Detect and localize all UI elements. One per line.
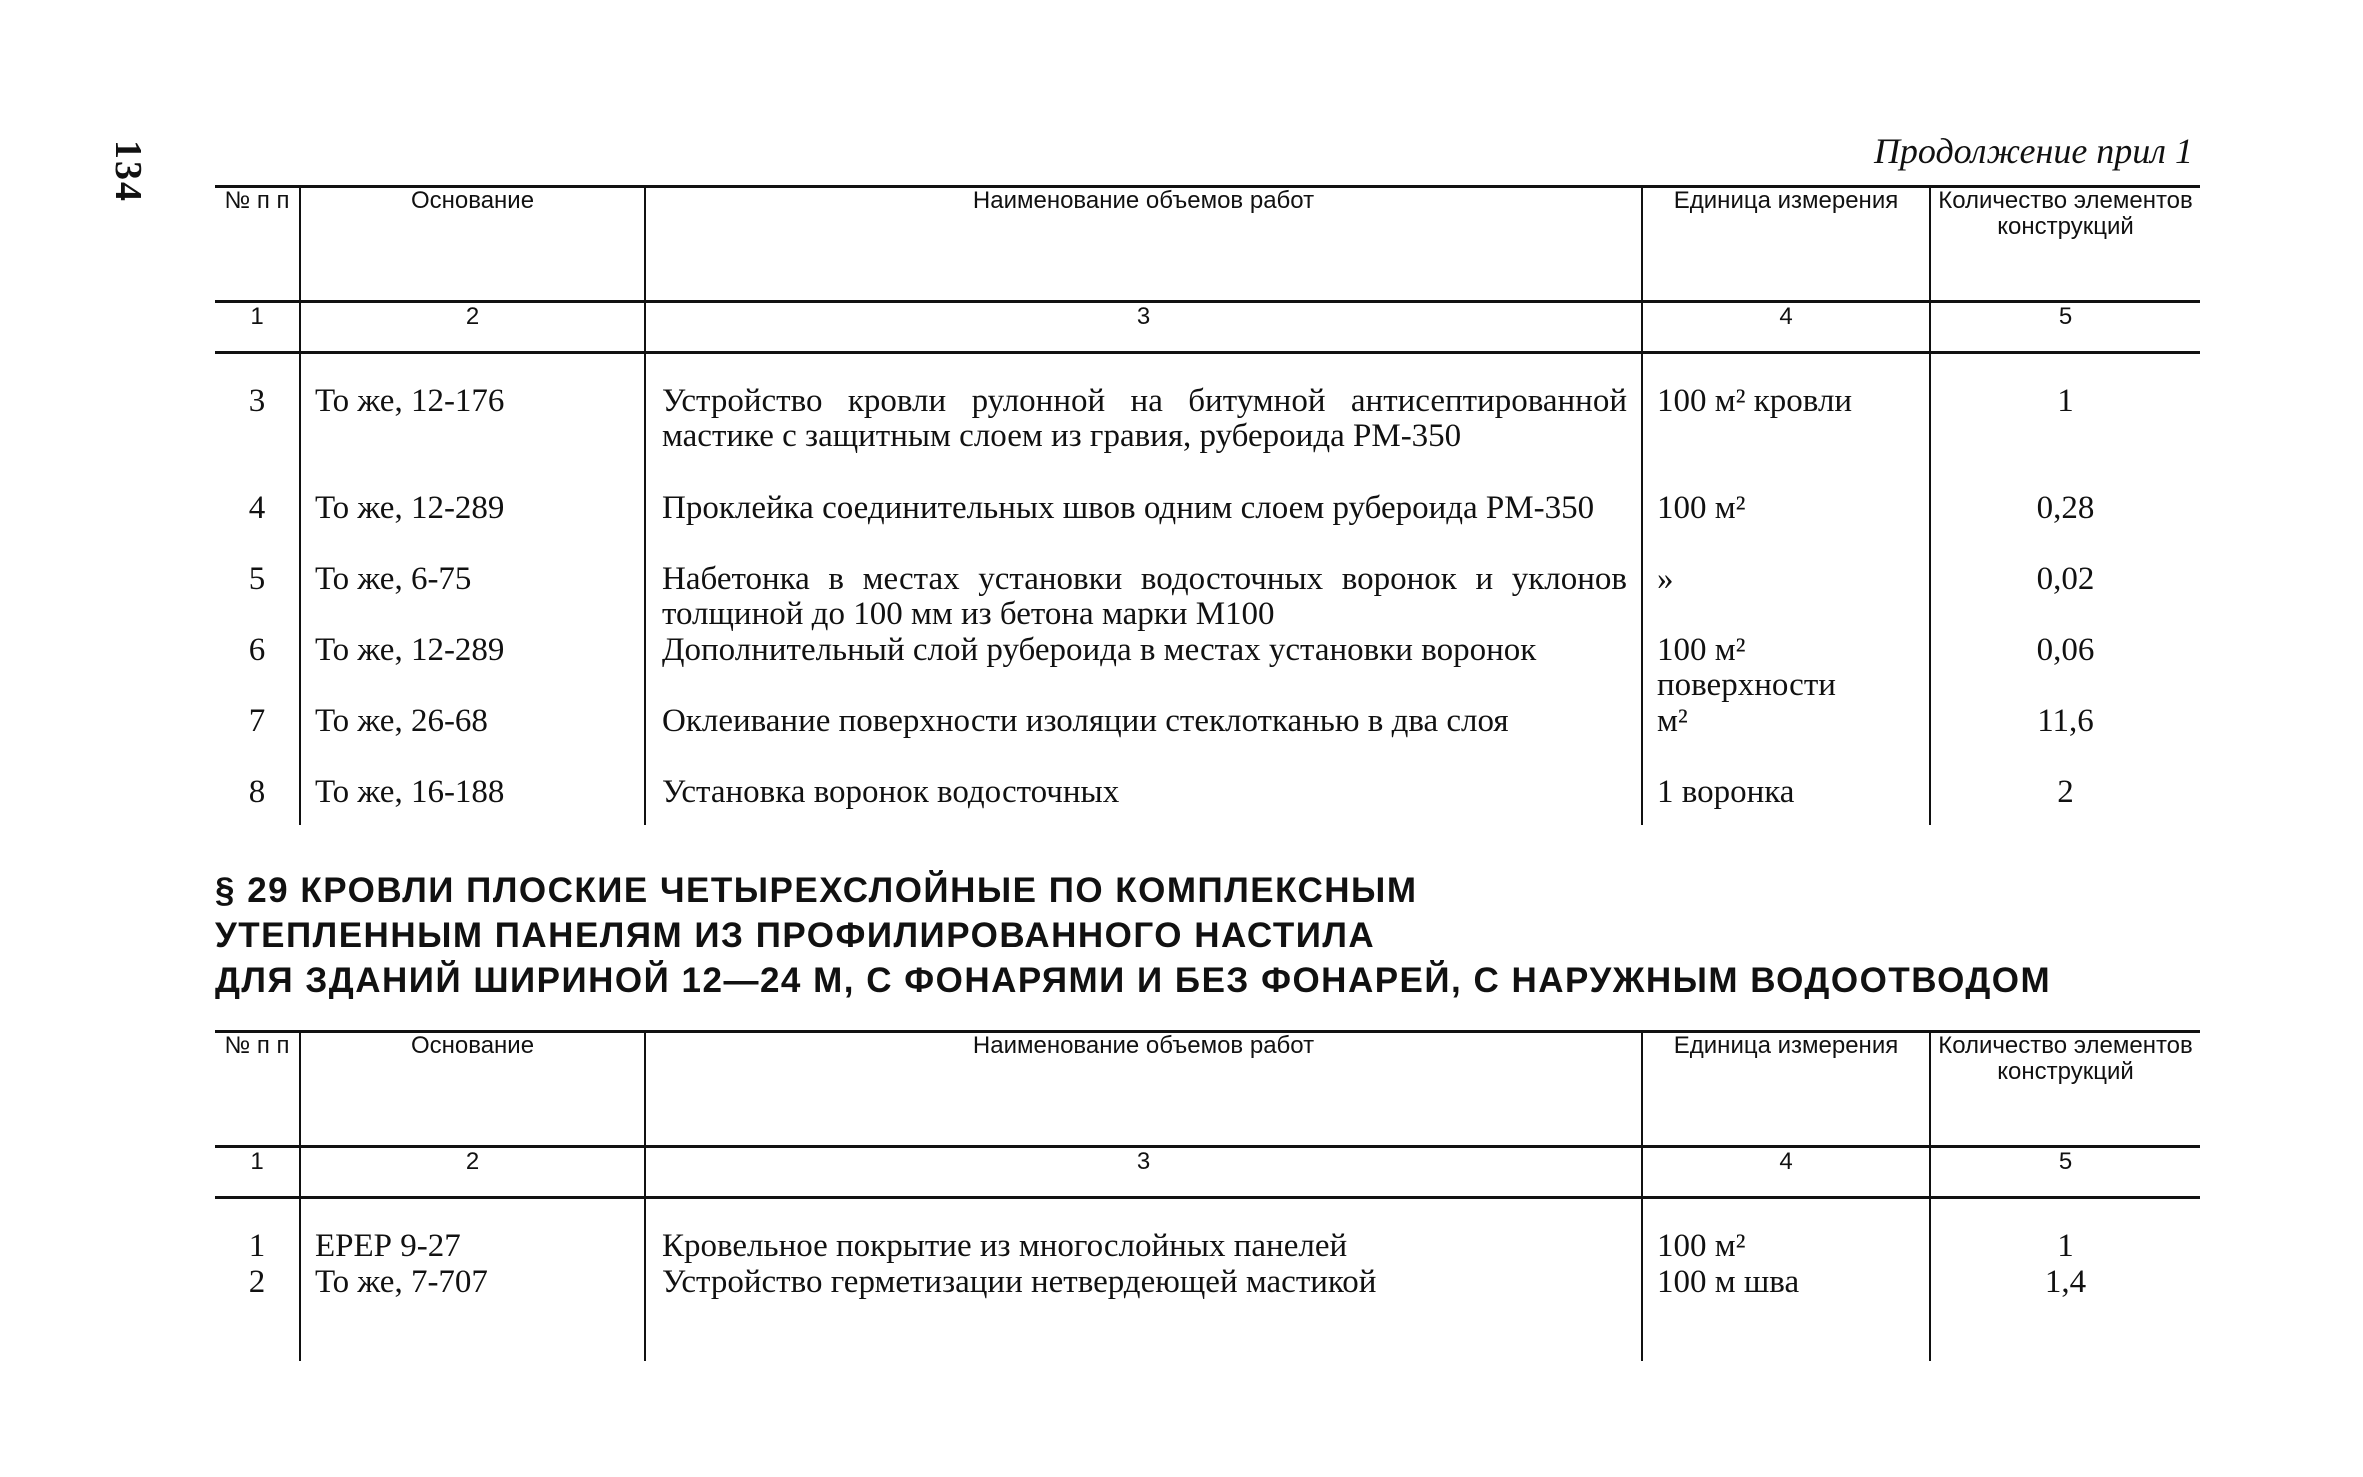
column-number: 3 [645,302,1642,353]
works-table-1 [215,185,2200,825]
section-heading-line: ДЛЯ ЗДАНИЙ ШИРИНОЙ 12—24 М, С ФОНАРЯМИ И БЕЗ ФОНАРЕЙ, С НАРУЖНЫМ ВОДООТВОДОМ [215,961,2052,1000]
row-number: 4 [248,490,266,526]
row-basis: То же, 6-75 [300,562,645,633]
row-work-name: Устройство кровли рулонной на битумной антисептированной мастике с защитным слоем из гравия, рубероида РМ-350 [645,384,1642,491]
row-work-name: Установка воронок водосточных [645,775,1642,811]
table-row [215,775,2200,811]
column-number: 1 [215,302,300,353]
row-number: 1 [248,1228,266,1264]
column-number-row [215,302,2200,353]
row-number: 5 [248,561,266,597]
header-quantity: Количество элементов конструкций [1930,187,2200,302]
header-work-name: Наименование объемов работ [645,187,1642,302]
row-number: 8 [248,774,266,810]
section-heading-line: УТЕПЛЕННЫМ ПАНЕЛЯМ ИЗ ПРОФИЛИРОВАННОГО НАСТИЛА [215,916,1376,955]
header-number: № п п [215,1032,300,1147]
row-number: 7 [248,703,266,739]
row-work-name: Оклеивание поверхности изоляции стеклотканью в два слоя [645,704,1642,775]
row-unit: 1 воронка [1642,775,1930,811]
table-header-row [215,1032,2200,1147]
column-number: 3 [645,1147,1642,1198]
row-basis: То же, 12-289 [300,491,645,562]
row-basis: То же, 12-289 [300,633,645,704]
row-work-name: Дополнительный слой рубероида в местах установки воронок [645,633,1642,704]
row-number: 6 [248,632,266,668]
row-quantity: 1,4 [1930,1265,2200,1301]
header-number: № п п [215,187,300,302]
row-quantity: 1 [1930,1229,2200,1265]
column-number-row [215,1147,2200,1198]
table-row [215,1265,2200,1301]
table-row [215,384,2200,491]
table-row [215,633,2200,704]
header-basis: Основание [300,187,645,302]
column-number: 4 [1642,302,1930,353]
row-unit: 100 м² [1642,491,1930,562]
row-quantity: 0,02 [1930,562,2200,633]
row-quantity: 0,06 [1930,633,2200,704]
table-row [215,704,2200,775]
row-work-name: Проклейка соединительных швов одним слоем рубероида РМ-350 [645,491,1642,562]
column-number: 1 [215,1147,300,1198]
header-basis: Основание [300,1032,645,1147]
row-unit: м² [1642,704,1930,775]
row-number: 2 [248,1264,266,1300]
row-quantity: 2 [1930,775,2200,811]
column-number: 2 [300,1147,645,1198]
header-quantity: Количество элементов конструкций [1930,1032,2200,1147]
column-number: 5 [1930,302,2200,353]
page-number: 134 [107,140,149,203]
row-basis: То же, 12-176 [300,384,645,491]
section-heading [215,868,2215,1003]
table-row [215,1229,2200,1265]
row-basis: То же, 7-707 [300,1265,645,1301]
column-number: 2 [300,302,645,353]
row-work-name: Устройство герметизации нетвердеющей мастикой [645,1265,1642,1301]
continuation-label: Продолжение прил 1 [1873,131,2193,171]
row-quantity: 0,28 [1930,491,2200,562]
section-heading-line: § 29 КРОВЛИ ПЛОСКИЕ ЧЕТЫРЕХСЛОЙНЫЕ ПО КОМПЛЕКСНЫМ [215,871,1418,910]
header-work-name: Наименование объемов работ [645,1032,1642,1147]
row-unit: 100 м² поверхности [1642,633,1930,704]
header-unit: Единица измерения [1642,187,1930,302]
row-quantity: 1 [1930,384,2200,491]
row-basis: ЕРЕР 9-27 [300,1229,645,1265]
row-quantity: 11,6 [1930,704,2200,775]
row-unit: 100 м² кровли [1642,384,1930,491]
row-work-name: Набетонка в местах установки водосточных воронок и уклонов толщиной до 100 мм из бетона марки М100 [645,562,1642,633]
column-number: 5 [1930,1147,2200,1198]
row-number: 3 [248,383,266,419]
row-unit: 100 м шва [1642,1265,1930,1301]
row-basis: То же, 16-188 [300,775,645,811]
row-unit: » [1642,562,1930,633]
works-table-2 [215,1030,2200,1361]
row-unit: 100 м² [1642,1229,1930,1265]
table-row [215,491,2200,562]
row-work-name: Кровельное покрытие из многослойных панелей [645,1229,1642,1265]
table-row [215,562,2200,633]
table-header-row [215,187,2200,302]
row-basis: То же, 26-68 [300,704,645,775]
column-number: 4 [1642,1147,1930,1198]
header-unit: Единица измерения [1642,1032,1930,1147]
